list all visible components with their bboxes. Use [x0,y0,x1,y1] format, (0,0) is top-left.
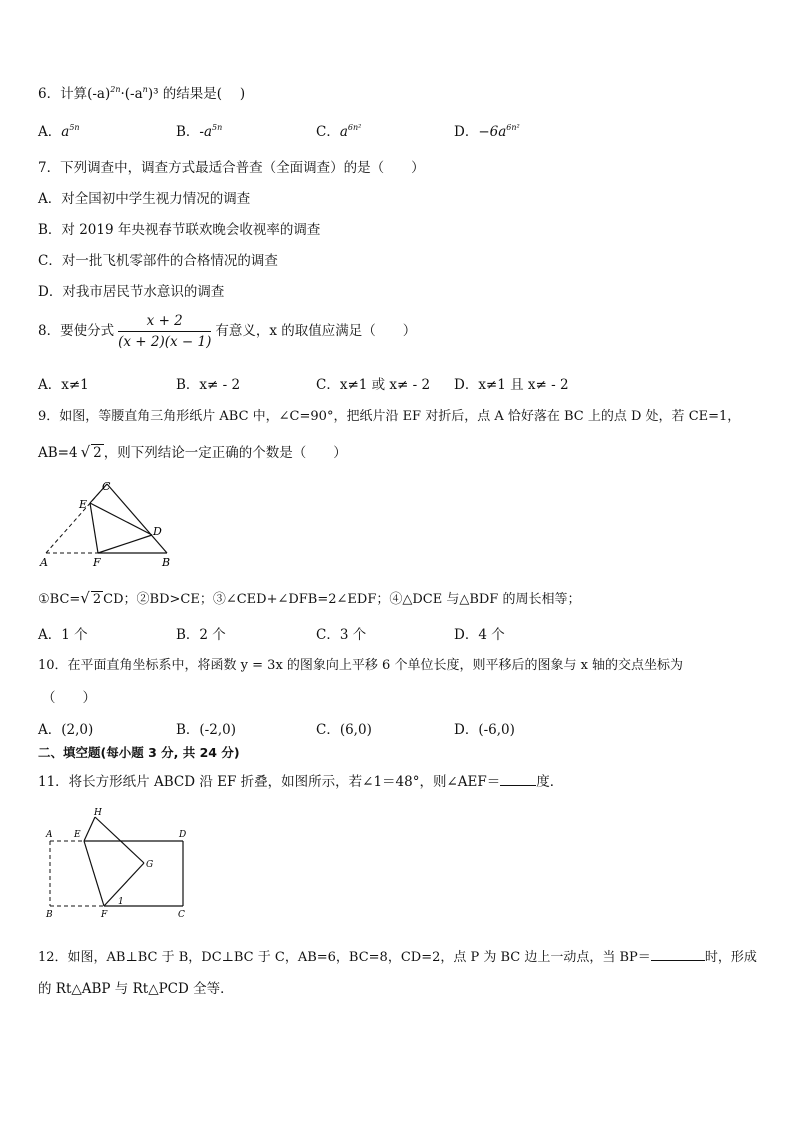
option-base: a [61,124,70,140]
q9-option-a[interactable]: A．1 个 [38,627,88,643]
label-a: A [40,556,48,569]
q9-conclusions [38,588,580,607]
label-f: F [101,910,108,920]
q10-option-d[interactable]: D．(-6,0) [454,722,515,738]
q12-line1-pre: 12．如图，AB⊥BC 于 B，DC⊥BC 于 C，AB=6，BC=8，CD=2，点 P 为 BC 边上一动点，当 BP＝ [38,950,651,965]
label-f: F [93,556,101,569]
label-h: H [94,808,102,818]
label-d: D [153,525,162,538]
q10-option-a[interactable]: A．(2,0) [38,722,94,738]
fraction-denominator: (x + 2)(x − 1) [118,334,212,350]
q9-option-d[interactable]: D．4 个 [454,627,505,643]
option-exp: 5n [212,123,223,132]
q7-option-c[interactable]: C．对一批飞机零部件的合格情况的调查 [38,253,278,269]
q6-option-c[interactable] [316,120,361,140]
q8-stem-post: 有意义，x 的取值应满足（ ） [215,323,417,339]
q7-option-a[interactable]: A．对全国初中学生视力情况的调查 [38,191,251,207]
question-8-stem [38,313,416,350]
question-9-line2 [38,441,347,461]
fraction-numerator: x + 2 [118,313,211,332]
q9-option-c[interactable]: C．3 个 [316,627,367,643]
q9-line2-pre: AB=4 [38,445,78,461]
q6-option-a[interactable] [38,120,80,140]
q6-option-b[interactable] [176,120,222,140]
option-base: −6a [478,124,507,140]
option-label: D． [454,124,479,140]
q9-conclusions-sqrt: 2 [92,592,102,607]
q11-stem-pre: 11．将长方形纸片 ABCD 沿 EF 折叠，如图所示，若∠1＝48°，则∠AEF＝ [38,774,501,790]
label-a: A [46,830,53,840]
question-12-line2: 的 Rt△ABP 与 Rt△PCD 全等． [38,981,234,997]
q6-stem-mid: ·(-a [120,86,143,102]
q9-option-b[interactable]: B．2 个 [176,627,226,643]
q8-option-b[interactable]: B．x≠ - 2 [176,377,241,393]
label-c: C [102,480,111,493]
option-label: A． [38,124,62,140]
q9-sqrt-value: 2 [93,445,102,461]
label-angle-1: 1 [118,897,124,907]
label-e: E [79,498,88,511]
q6-exp2: n [142,85,148,94]
q10-option-b[interactable]: B．(-2,0) [176,722,236,738]
question-7-stem: 7．下列调查中，调查方式最适合普查（全面调查）的是（ ） [38,160,425,176]
label-b: B [46,910,53,920]
question-6-stem [38,82,245,102]
option-base: a [339,124,348,140]
option-label: B． [176,124,200,140]
q11-stem-post: 度． [536,774,564,790]
q11-rectangle-figure [38,805,198,920]
q7-option-d[interactable]: D．对我市居民节水意识的调查 [38,284,225,300]
sqrt-icon: √ [80,589,90,607]
q8-option-a[interactable]: A．x≠1 [38,377,89,393]
q6-stem-post: )³ 的结果是( ) [147,86,246,102]
q12-line1-post: 时，形成 [704,950,757,965]
q10-option-c[interactable]: C．(6,0) [316,722,372,738]
q9-line2-post: ，则下列结论一定正确的个数是（ ） [103,445,347,461]
q7-option-b[interactable]: B．对 2019 年央视春节联欢晚会收视率的调查 [38,222,321,238]
label-d: D [179,830,187,840]
section-2-title: 二、填空题(每小题 3 分, 共 24 分) [38,745,240,760]
q9-conclusions-post: CD；②BD>CE；③∠CED+∠DFB=2∠EDF；④△DCE 与△BDF 的周长相等； [103,592,581,607]
q8-stem-pre: 8．要使分式 [38,323,115,339]
question-10-line2: （ ） [42,690,96,706]
q9-conclusions-pre: ①BC= [38,592,81,607]
question-10-line1: 10．在平面直角坐标系中，将函数 y = 3x 的图象向上平移 6 个单位长度，则平移后的图象与 x 轴的交点坐标为 [38,658,684,673]
answer-blank[interactable] [651,960,705,961]
answer-blank[interactable] [500,785,536,786]
q6-option-d[interactable] [454,120,520,140]
q8-fraction [118,313,211,350]
label-g: G [146,860,154,870]
label-b: B [162,556,171,569]
option-base: -a [199,124,213,140]
q9-triangle-figure [38,478,188,570]
question-9-line1: 9．如图，等腰直角三角形纸片 ABC 中，∠C=90°，把纸片沿 EF 对折后，点 A 恰好落在 BC 上的点 D 处，若 CE=1， [38,409,741,424]
label-c: C [178,910,185,920]
option-exp: 6n² [506,123,520,132]
q8-option-c[interactable]: C．x≠1 或 x≠ - 2 [316,377,431,393]
q6-stem-pre: 6．计算(-a) [38,86,111,102]
option-exp: 5n [69,123,80,132]
q6-exp1: 2n [110,85,121,94]
question-11-stem [38,770,563,790]
question-12-line1 [38,946,757,965]
sqrt-icon: √ [80,443,91,461]
option-label: C． [316,124,340,140]
q8-option-d[interactable]: D．x≠1 且 x≠ - 2 [454,377,569,393]
option-exp: 6n² [347,123,362,132]
label-e: E [74,830,81,840]
